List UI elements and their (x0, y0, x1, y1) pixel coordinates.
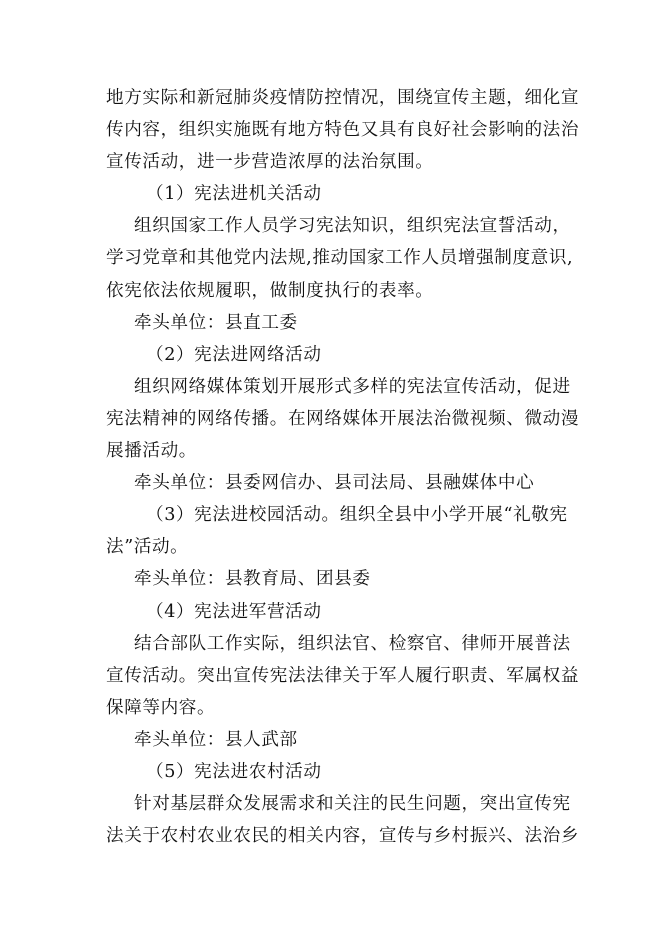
lead-unit-line: 牵头单位：县教育局、团县委 (134, 569, 371, 590)
paragraph-first-line: 组织国家工作人员学习宪法知识，组织宪法宣誓活动， (134, 216, 571, 237)
paragraph-first-line: 针对基层群众发展需求和关注的民生问题，突出宣传宪 (134, 794, 571, 815)
body-line: 保障等内容。 (106, 697, 216, 718)
lead-unit-line: 牵头单位：县人武部 (134, 729, 298, 750)
section-heading-1: （1）宪法进机关活动 (146, 184, 322, 205)
body-line: 宣传活动，进一步营造浓厚的法治氛围。 (106, 152, 434, 173)
section-heading-3: （3）宪法进校园活动。组织全县中小学开展“礼敬宪 (146, 505, 568, 526)
body-line: 展播活动。 (106, 441, 197, 462)
body-line: 法”活动。 (106, 537, 189, 558)
body-line: 学习党章和其他党内法规,推动国家工作人员增强制度意识, (106, 248, 574, 269)
body-line: 地方实际和新冠肺炎疫情防控情况，围绕宣传主题，细化宣 (106, 88, 580, 108)
section-heading-2: （2）宪法进网络活动 (146, 344, 322, 365)
section-heading-5: （5）宪法进农村活动 (146, 761, 322, 782)
lead-unit-line: 牵头单位：县直工委 (134, 312, 298, 333)
body-line: 依宪依法依规履职，做制度执行的表率。 (106, 280, 434, 301)
body-line: 传内容，组织实施既有地方特色又具有良好社会影响的法治 (106, 120, 580, 141)
paragraph-first-line: 组织网络媒体策划开展形式多样的宪法宣传活动，促进 (134, 376, 571, 397)
body-line: 法关于农村农业农民的相关内容，宣传与乡村振兴、法治乡 (106, 826, 580, 847)
paragraph-first-line: 结合部队工作实际，组织法官、检察官、律师开展普法 (134, 633, 571, 654)
body-line: 宪法精神的网络传播。在网络媒体开展法治微视频、微动漫 (106, 408, 580, 429)
body-line: 宣传活动。突出宣传宪法法律关于军人履行职责、军属权益 (106, 665, 580, 686)
section-heading-4: （4）宪法进军营活动 (146, 601, 322, 622)
document-page (106, 82, 580, 852)
lead-unit-line: 牵头单位：县委网信办、县司法局、县融媒体中心 (134, 473, 535, 494)
